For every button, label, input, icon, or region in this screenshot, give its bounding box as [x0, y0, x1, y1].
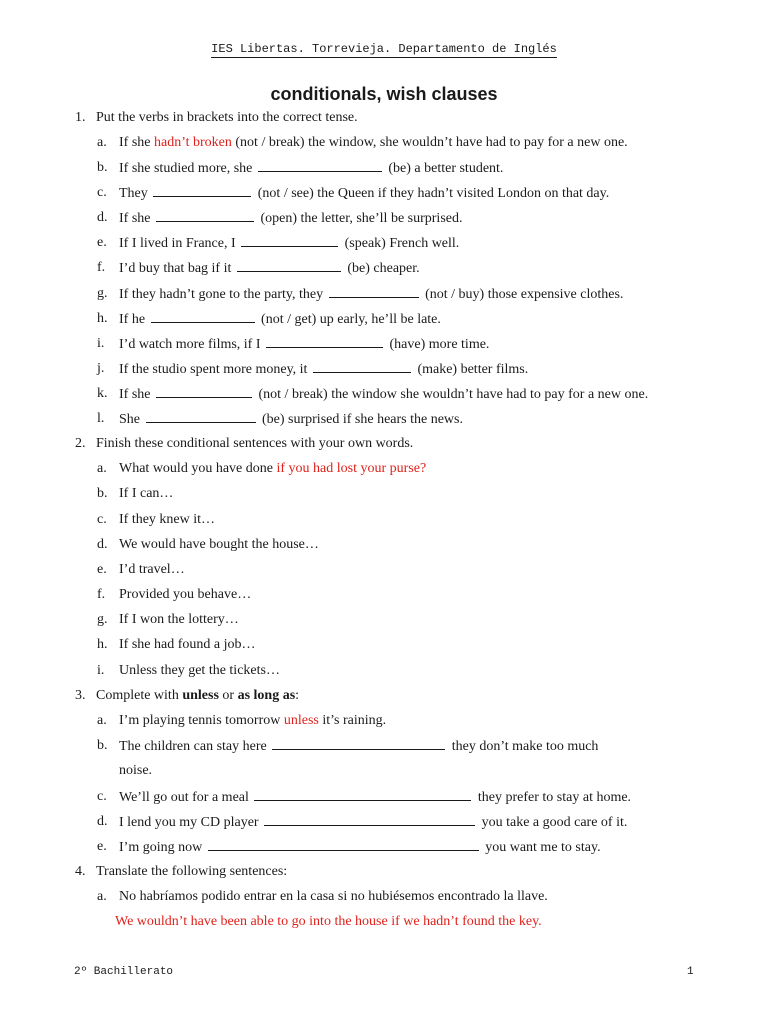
- item-text: (be) cheaper.: [347, 261, 420, 276]
- item-text: I’d watch more films, if I: [119, 337, 261, 352]
- answer-blank[interactable]: [151, 309, 255, 323]
- document-header: [0, 42, 768, 56]
- item-text: (speak) French well.: [344, 236, 460, 251]
- item-text: (make) better films.: [417, 362, 529, 377]
- item-text: If she: [119, 387, 151, 402]
- answer-blank[interactable]: [156, 384, 252, 398]
- answer-blank[interactable]: [208, 837, 479, 851]
- item-letter: k.: [97, 386, 108, 401]
- item-text: (have) more time.: [389, 337, 490, 352]
- item-letter: a.: [97, 713, 107, 728]
- item-text: No habríamos podido entrar en la casa si no hubiésemos encontrado la llave.: [119, 889, 548, 904]
- item-text: If I lived in France, I: [119, 236, 236, 251]
- item-letter: e.: [97, 235, 107, 250]
- item-text: We’ll go out for a meal: [119, 790, 249, 805]
- item-text: (be) surprised if she hears the news.: [262, 412, 463, 427]
- item-letter: e.: [97, 839, 107, 854]
- example-answer: if you had lost your purse?: [276, 461, 427, 476]
- item-letter: d.: [97, 210, 108, 225]
- item-text: you want me to stay.: [485, 840, 601, 855]
- item-text: Provided you behave…: [119, 587, 252, 602]
- section-instruction: Translate the following sentences:: [96, 864, 288, 879]
- item-letter: a.: [97, 461, 107, 476]
- answer-blank[interactable]: [258, 158, 382, 172]
- item-text: If the studio spent more money, it: [119, 362, 308, 377]
- item-text: If she studied more, she: [119, 161, 253, 176]
- item-text: they prefer to stay at home.: [477, 790, 632, 805]
- item-letter: a.: [97, 135, 107, 150]
- item-letter: f.: [97, 260, 106, 275]
- answer-blank[interactable]: [329, 284, 419, 298]
- item-text: If she: [119, 135, 151, 150]
- section-number: 3.: [75, 688, 86, 703]
- item-letter: b.: [97, 738, 108, 753]
- answer-blank[interactable]: [146, 409, 256, 423]
- keyword-unless: unless: [182, 688, 219, 703]
- keyword-as-long-as: as long as: [237, 688, 296, 703]
- item-text: If they knew it…: [119, 512, 216, 527]
- item-letter: c.: [97, 185, 107, 200]
- item-text: If he: [119, 312, 146, 327]
- item-text: I lend you my CD player: [119, 815, 259, 830]
- item-letter: h.: [97, 637, 108, 652]
- item-text: (not / get) up early, he’ll be late.: [261, 312, 441, 327]
- page-title: conditionals, wish clauses: [270, 84, 498, 104]
- item-letter: e.: [97, 562, 107, 577]
- item-text: I’d buy that bag if it: [119, 261, 232, 276]
- item-text: If I won the lottery…: [119, 612, 239, 627]
- item-text: I’m playing tennis tomorrow: [119, 713, 281, 728]
- answer-blank[interactable]: [266, 334, 383, 348]
- item-text: If she: [119, 211, 151, 226]
- item-text: I’m going now: [119, 840, 203, 855]
- item-text: (not / buy) those expensive clothes.: [425, 287, 624, 302]
- item-text: (not / break) the window she wouldn’t have had to pay for a new one.: [258, 387, 649, 402]
- section-instruction: Finish these conditional sentences with your own words.: [96, 436, 414, 451]
- item-text: (not / see) the Queen if they hadn’t visited London on that day.: [257, 186, 610, 201]
- item-letter: f.: [97, 587, 106, 602]
- item-text: What would you have done: [119, 461, 273, 476]
- section-number: 2.: [75, 436, 86, 451]
- answer-blank[interactable]: [241, 233, 338, 247]
- page-number: 1: [687, 966, 694, 978]
- item-text: noise.: [119, 763, 153, 778]
- item-letter: d.: [97, 537, 108, 552]
- section-instruction: Put the verbs in brackets into the correct tense.: [96, 110, 358, 125]
- item-text: Unless they get the tickets…: [119, 663, 280, 678]
- item-text: She: [119, 412, 140, 427]
- section-number: 1.: [75, 110, 86, 125]
- footer-course: 2º Bachillerato: [74, 966, 174, 978]
- item-letter: l.: [97, 411, 105, 426]
- section-number: 4.: [75, 864, 86, 879]
- item-text: If I can…: [119, 486, 174, 501]
- item-text: you take a good care of it.: [481, 815, 628, 830]
- item-text: The children can stay here: [119, 739, 267, 754]
- item-text: it’s raining.: [322, 713, 387, 728]
- example-answer: hadn’t broken: [154, 135, 232, 150]
- item-text: We would have bought the house…: [119, 537, 319, 552]
- item-letter: c.: [97, 789, 107, 804]
- item-letter: g.: [97, 612, 108, 627]
- section-instruction: or: [222, 688, 235, 703]
- item-letter: c.: [97, 512, 107, 527]
- item-text: If she had found a job…: [119, 637, 256, 652]
- item-letter: b.: [97, 486, 108, 501]
- section-instruction: :: [295, 688, 300, 703]
- example-answer: unless: [283, 713, 319, 728]
- answer-blank[interactable]: [156, 208, 254, 222]
- answer-blank[interactable]: [313, 359, 411, 373]
- item-letter: i.: [97, 663, 105, 678]
- item-letter: b.: [97, 160, 108, 175]
- header-text: IES Libertas. Torrevieja. Departamento de Inglés: [211, 42, 557, 56]
- item-text: they don’t make too much: [451, 739, 599, 754]
- answer-blank[interactable]: [153, 183, 251, 197]
- section-instruction: Complete with: [96, 688, 179, 703]
- item-letter: i.: [97, 336, 105, 351]
- item-text: (be) a better student.: [388, 161, 504, 176]
- item-text: They: [119, 186, 148, 201]
- example-answer: We wouldn’t have been able to go into the house if we hadn’t found the key.: [115, 914, 542, 929]
- answer-blank[interactable]: [264, 812, 475, 826]
- item-letter: a.: [97, 889, 107, 904]
- item-letter: h.: [97, 311, 108, 326]
- item-text: (open) the letter, she’ll be surprised.: [260, 211, 463, 226]
- item-letter: j.: [97, 361, 105, 376]
- item-letter: d.: [97, 814, 108, 829]
- item-text: If they hadn’t gone to the party, they: [119, 287, 324, 302]
- item-text: I’d travel…: [119, 562, 185, 577]
- answer-blank[interactable]: [272, 736, 445, 750]
- item-letter: g.: [97, 286, 108, 301]
- item-text: (not / break) the window, she wouldn’t have had to pay for a new one.: [235, 135, 628, 150]
- answer-blank[interactable]: [254, 787, 471, 801]
- answer-blank[interactable]: [237, 258, 341, 272]
